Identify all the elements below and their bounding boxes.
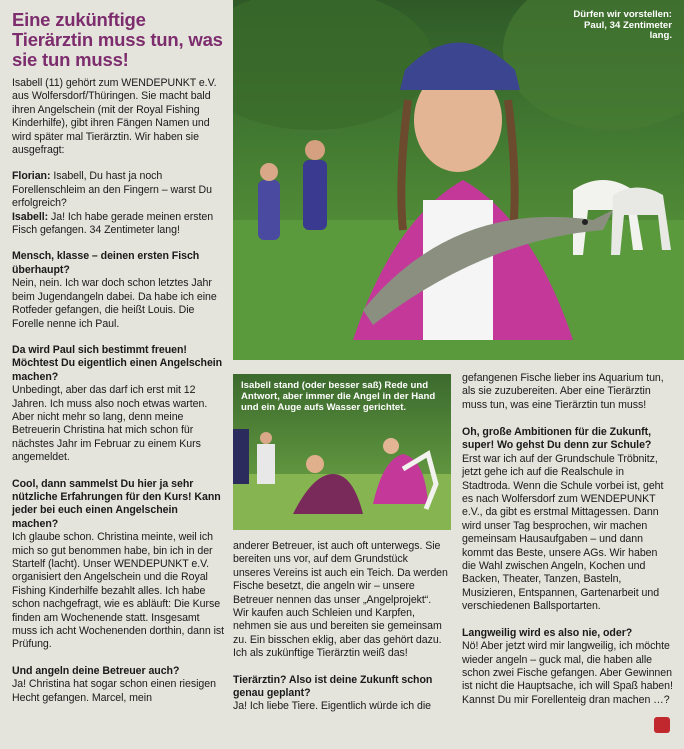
continued-paragraph: anderer Betreuer, ist auch oft unterwegs. Sie bereiten uns vor, auf dem Grundstück unseres Vereins ist auch ein Teich. Da werden Fische besetzt, die angeln wir – unsere Betreuer nennen das unser „Angelprojekt“. Wir kaufen auch Schleien und Karpfen, nehmen sie aus und bereiten sie gemeinsam zu. Ein bisschen eklig, aber das gehört dazu. Ich als zukünftige Tierärztin weiß das!: [233, 540, 448, 660]
question: Da wird Paul sich bestimmt freuen! Möchtest Du eigentlich einen Angelschein machen?: [12, 343, 223, 383]
answer: Nö! Aber jetzt wird mir langweilig, ich möchte wieder angeln – guck mal, die haben alle schon zwei Fische gefangen. Aber Gewinnen ist nicht die Hauptsache, ich will Spaß haben! Kannst Du mir Forellenteig dran machen …?: [462, 640, 673, 706]
speaker-isabell: Isabell:: [12, 210, 49, 223]
intro-paragraph: Isabell (11) gehört zum WENDEPUNKT e.V. aus Wolfersdorf/Thüringen. Sie macht bald ihren Angelschein (mit der Royal Fishing Kinderhilfe), gibt ihren Fängen Namen und wird später mal Tierärztin. Wir haben sie ausgefragt:: [12, 77, 217, 157]
qa-block: [12, 478, 224, 652]
answer: Ja! Christina hat sogar schon einen riesigen Hecht gefangen. Marcel, mein: [12, 678, 216, 704]
qa-block: [233, 674, 448, 714]
answer: Ja! Ich liebe Tiere. Eigentlich würde ich die: [233, 700, 431, 713]
middle-column-top: [462, 372, 672, 412]
qa-block: [12, 344, 224, 465]
qa-block: [12, 250, 224, 330]
question: Langweilig wird es also nie, oder?: [462, 626, 633, 639]
small-photo-interview: [233, 374, 451, 530]
isabell-text: Ja! Ich habe gerade meinen ersten Fisch gefangen. 34 Zentimeter lang!: [12, 210, 214, 237]
main-photo-caption: Dürfen wir vorstellen: Paul, 34 Zentimeter lang.: [573, 9, 672, 42]
article-title: Eine zukünftige Tierärztin muss tun, was sie tun muss!: [12, 9, 223, 70]
question: Und angeln deine Betreuer auch?: [12, 664, 180, 677]
small-photo-caption: Isabell stand (oder besser saß) Rede und Antwort, aber immer die Angel in der Hand und ein Auge aufs Wasser gerichtet.: [241, 380, 436, 413]
answer: Unbedingt, aber das darf ich erst mit 12 Jahren. Ich muss also noch etwas warten. Aber nicht mehr so lang, denn meine Betreuerin Christina hat mich schon für nächstes Jahr im Februar zu einem Kurs angemeldet.: [12, 384, 208, 464]
question: Oh, große Ambitionen für die Zukunft, super! Wo gehst Du denn zur Schule?: [462, 426, 652, 452]
main-photo-girl-with-fish: [233, 0, 684, 360]
question: Tierärztin? Also ist deine Zukunft schon genau geplant?: [233, 673, 433, 700]
main-photo-illustration: [233, 0, 684, 360]
answer: Ich glaube schon. Christina meinte, weil ich mich so gut benommen habe, bin ich in der Startelf (lacht). Unser WENDEPUNKT e.V. organisiert den Angelschein und die Royal Fishing Kinderhilfe bezahlt alles. Ich habe schon nachgefragt, wie es abläuft: Die Kurse finden am Wochenende statt. Insgesamt muss ich acht Wochenenden dorthin, dann ist Prüfung.: [12, 531, 225, 651]
exchange-paragraph: [12, 170, 224, 237]
middle-column-bottom: [233, 540, 448, 727]
speaker-florian: Florian:: [12, 170, 51, 183]
answer: Nein, nein. Ich war doch schon letztes Jahr beim Jugendangeln dabei. Da habe ich eine Rotfeder gefangen, die heißt Louis. Die Forelle nenne ich Paul.: [12, 277, 217, 330]
question: Mensch, klasse – deinen ersten Fisch überhaupt?: [12, 250, 200, 276]
right-column: [462, 426, 674, 720]
qa-block: [462, 426, 674, 614]
continued-paragraph: gefangenen Fische lieber ins Aquarium tun, als sie zuzubereiten. Aber eine Tierärztin muss tun, was eine Tierärztin tun muss!: [462, 372, 664, 411]
florian-text: Isabell, Du hast ja noch Forellenschleim an den Fingern – warst Du erfolgreich?: [12, 170, 212, 210]
answer: Erst war ich auf der Grundschule Tröbnitz, jetzt gehe ich auf die Realschule in Stadtroda. Wenn die Schule vorbei ist, geht es nach Wolfersdorf zum WENDEPUNKT e.V., da gibt es erstmal Mittagessen. Dann wird unser Tag besprochen, wir machen gemeinsam Hausaufgaben – und dann kommt das Beste, unsere AGs. Wir haben die Wahl zwischen Angeln, Kochen und Backen, Theater, Tanzen, Basteln, Musizieren, Entspannen, Gartenarbeit und verschiedenen Ballsportarten.: [462, 452, 664, 613]
qa-block: [12, 665, 224, 705]
question: Cool, dann sammelst Du hier ja sehr nützliche Erfahrungen für den Kurs! Kann jeder bei euch einen Angelschein machen?: [12, 477, 221, 530]
qa-block: [462, 627, 674, 707]
publisher-logo-icon: [654, 717, 670, 733]
left-column: [12, 10, 224, 718]
